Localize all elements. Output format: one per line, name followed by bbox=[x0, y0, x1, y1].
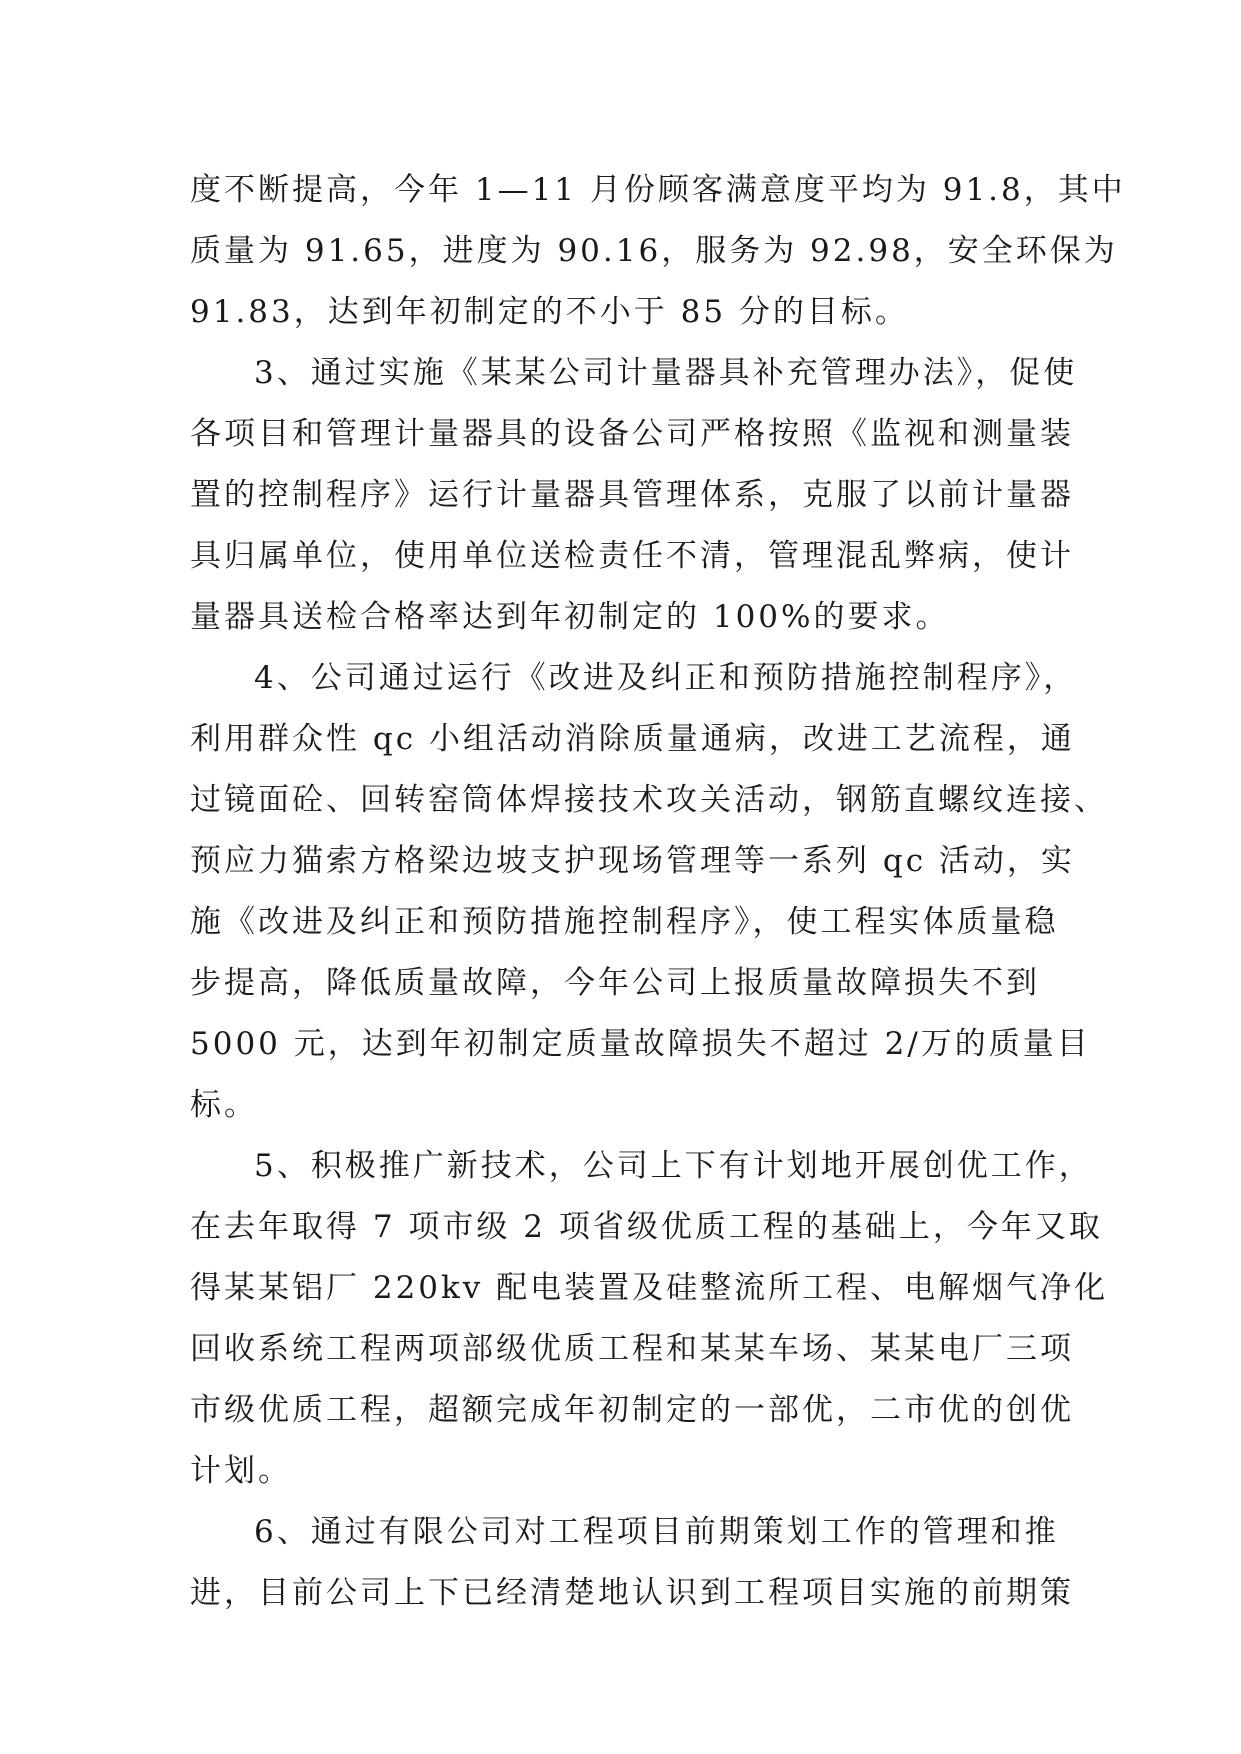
text-line: 在去年取得 7 项市级 2 项省级优质工程的基础上，今年又取 bbox=[190, 1209, 1103, 1245]
text-line: 计划。 bbox=[190, 1453, 292, 1489]
text-line: 标。 bbox=[190, 1087, 258, 1123]
text-line: 步提高，降低质量故障，今年公司上报质量故障损失不到 bbox=[190, 965, 1040, 1001]
paragraph-3-start: 3、通过实施《某某公司计量器具补充管理办法》，促使 bbox=[254, 355, 1078, 391]
document-body bbox=[190, 160, 1126, 1624]
text-line: 市级优质工程，超额完成年初制定的一部优，二市优的创优 bbox=[190, 1392, 1074, 1428]
text-line: 利用群众性 qc 小组活动消除质量通病，改进工艺流程，通 bbox=[190, 721, 1075, 757]
text-line: 具归属单位，使用单位送检责任不清，管理混乱弊病，使计 bbox=[190, 538, 1074, 574]
paragraph-6-start: 6、通过有限公司对工程项目前期策划工作的管理和推 bbox=[254, 1514, 1059, 1550]
text-line: 预应力猫索方格梁边坡支护现场管理等一系列 qc 活动，实 bbox=[190, 843, 1075, 879]
text-line: 得某某铝厂 220kv 配电装置及硅整流所工程、电解烟气净化 bbox=[190, 1270, 1109, 1306]
text-line: 施《改进及纠正和预防措施控制程序》，使工程实体质量稳 bbox=[190, 904, 1059, 940]
paragraph-4-start: 4、公司通过运行《改进及纠正和预防措施控制程序》， bbox=[254, 660, 1078, 696]
text-line: 置的控制程序》运行计量器具管理体系，克服了以前计量器 bbox=[190, 477, 1074, 513]
text-line: 质量为 91.65，进度为 90.16，服务为 92.98，安全环保为 bbox=[190, 233, 1118, 269]
text-line: 各项目和管理计量器具的设备公司严格按照《监视和测量装 bbox=[190, 416, 1074, 452]
text-line: 91.83，达到年初制定的不小于 85 分的目标。 bbox=[190, 294, 909, 330]
text-line: 过镜面砼、回转窑筒体焊接技术攻关活动，钢筋直螺纹连接、 bbox=[190, 782, 1108, 818]
text-line: 回收系统工程两项部级优质工程和某某车场、某某电厂三项 bbox=[190, 1331, 1074, 1367]
text-line: 量器具送检合格率达到年初制定的 100%的要求。 bbox=[190, 599, 950, 635]
text-line: 度不断提高，今年 1—11 月份顾客满意度平均为 91.8，其中 bbox=[190, 172, 1126, 208]
paragraph-5-start: 5、积极推广新技术，公司上下有计划地开展创优工作， bbox=[254, 1148, 1093, 1184]
text-line: 进，目前公司上下已经清楚地认识到工程项目实施的前期策 bbox=[190, 1575, 1074, 1611]
text-line: 5000 元，达到年初制定质量故障损失不超过 2/万的质量目 bbox=[190, 1026, 1091, 1062]
